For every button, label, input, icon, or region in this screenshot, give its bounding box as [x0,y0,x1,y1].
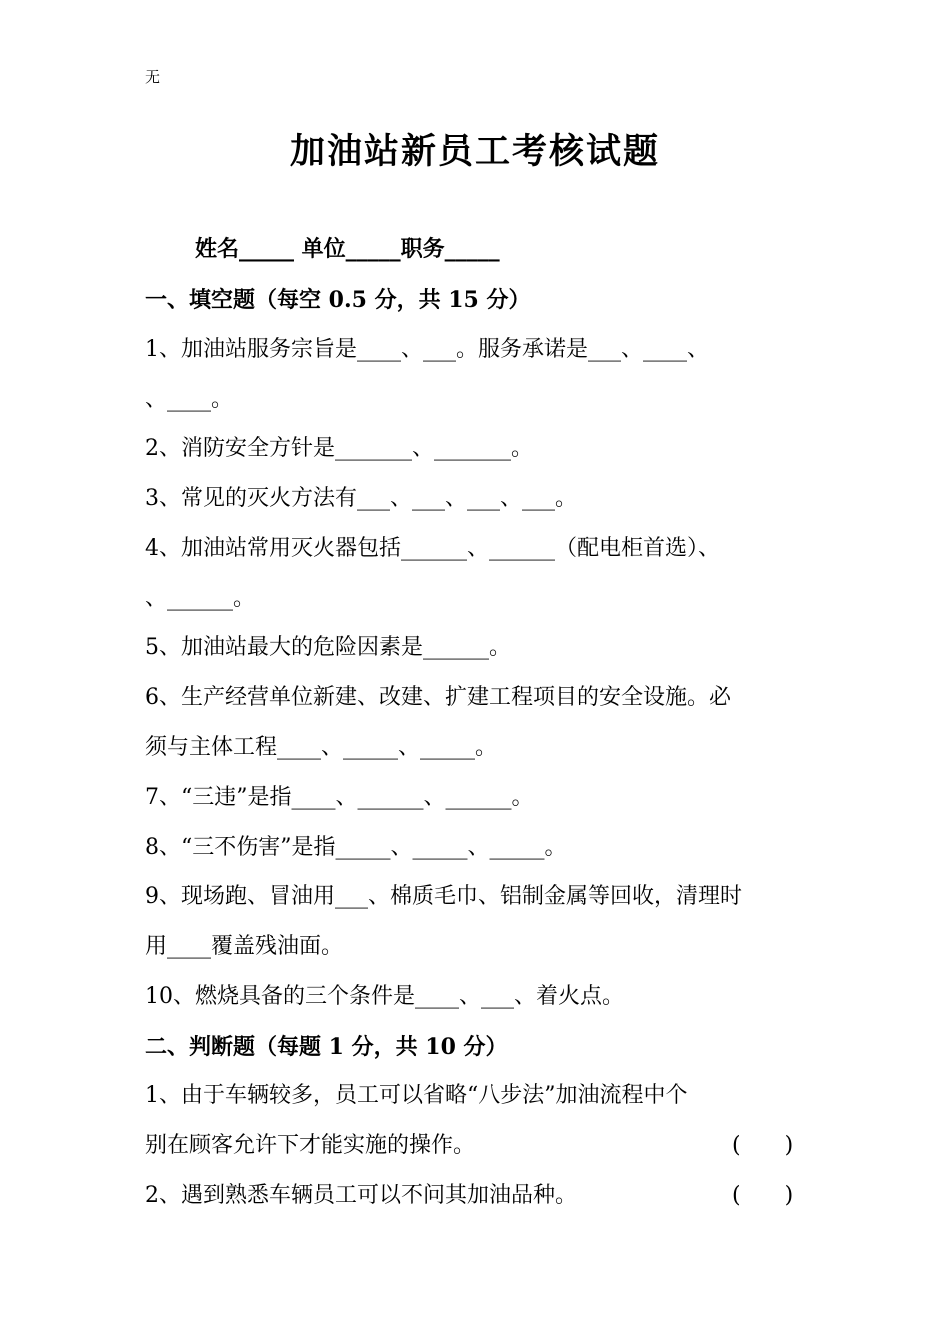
judge1-line2: 别在顾客允许下才能实施的操作。 [145,1133,476,1158]
q6-line2: 须与主体工程____、_____、_____。 [145,735,498,760]
judge2-answer-mark: ( ) [732,1183,794,1208]
q5-line: 5、加油站最大的危险因素是______。 [145,635,511,660]
q4-line2: 、______。 [145,586,256,611]
page-title: 加油站新员工考核试题 [289,131,660,172]
q10-line: 10、燃烧具备的三个条件是____、___、着火点。 [145,984,624,1009]
info-line: 姓名_____ 单位_____职务_____ [195,236,500,262]
section1-heading: 一、填空题（每空 0.5 分，共 15 分） [145,287,531,313]
q1-line2: 、____。 [145,387,234,412]
q9-line1: 9、现场跑、冒油用___、棉质毛巾、铝制金属等回收，清理时 [145,884,742,909]
header-note: 无 [145,68,161,86]
q9-line2: 用____覆盖残油面。 [145,934,344,959]
q7-line: 7、“三违”是指____、______、______。 [145,785,534,810]
q8-line: 8、“三不伤害”是指_____、_____、_____。 [145,835,567,860]
q6-line1: 6、生产经营单位新建、改建、扩建工程项目的安全设施。必 [145,685,731,710]
judge2-line: 2、遇到熟悉车辆员工可以不问其加油品种。 [145,1183,577,1208]
judge1-answer-mark: ( ) [732,1133,794,1158]
judge1-line1: 1、由于车辆较多，员工可以省略“八步法”加油流程中个 [145,1083,688,1108]
q4-line1: 4、加油站常用灭火器包括______、______（配电柜首选）、 [145,536,720,561]
section2-heading: 二、判断题（每题 1 分，共 10 分） [145,1034,508,1060]
q2-line: 2、消防安全方针是_______、_______。 [145,436,533,461]
q1-line1: 1、加油站服务宗旨是____、___。服务承诺是___、____、 [145,337,709,362]
q3-line: 3、常见的灭火方法有___、___、___、___。 [145,486,577,511]
